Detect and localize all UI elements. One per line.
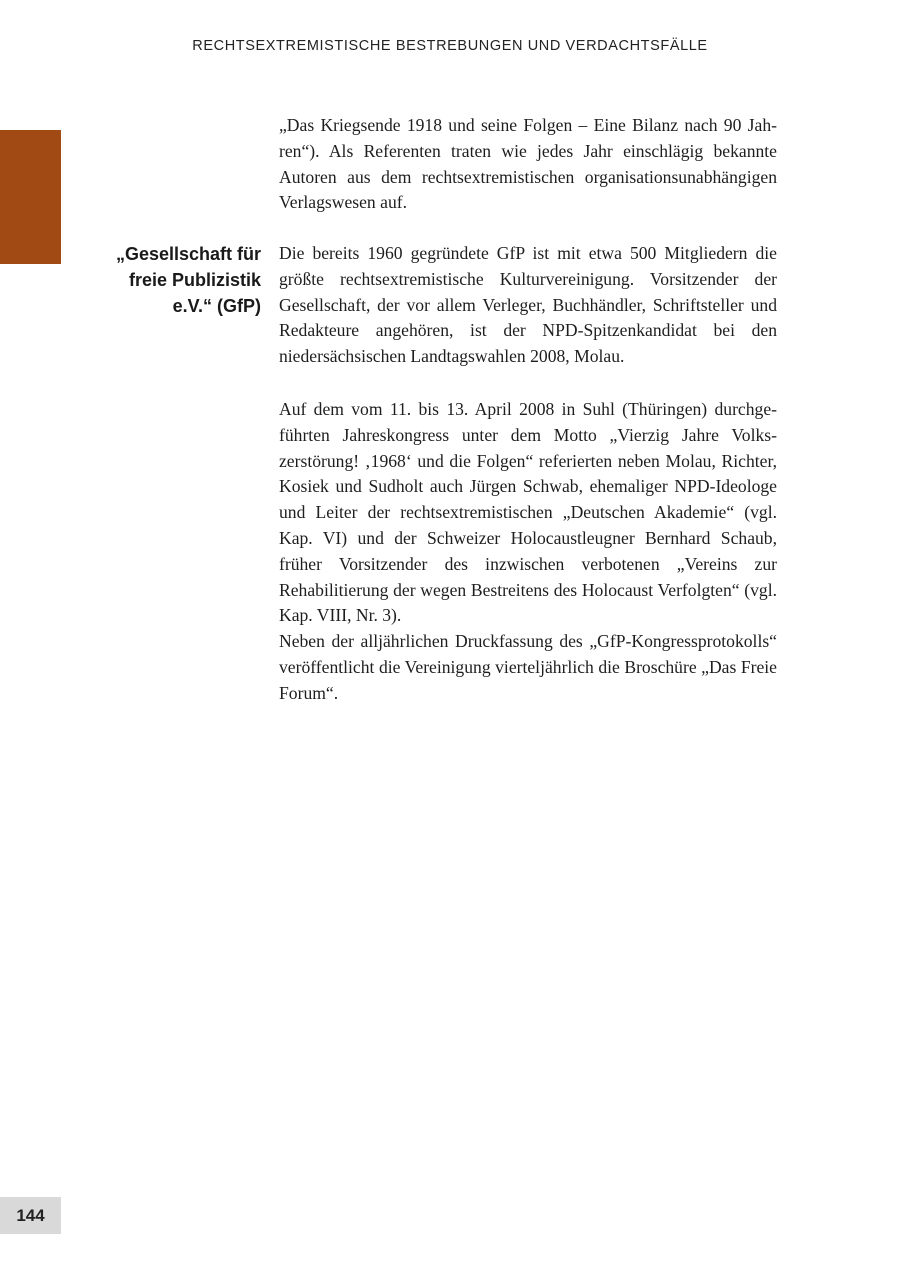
paragraph-congress: [279, 397, 777, 707]
running-header: RECHTSEXTREMISTISCHE BESTREBUNGEN UND VERDACHTSFÄLLE: [192, 38, 708, 54]
paragraph-intro: [279, 113, 777, 216]
chapter-color-tab: [0, 130, 61, 264]
section-heading-line: „Gesellschaft für: [115, 244, 261, 264]
paragraph-gfp-description-text: Die bereits 1960 gegründete GfP ist mit etwa 500 Mitgliedern die größte rechtsextremistische Kulturvereinigung. Vorsitzender der Gesellschaft, der vor allem Verleger, Buchhändler, Schriftsteller und Redakteure angehören, ist der NPD-Spitzenkandidat bei den niedersächsischen Landtagswahlen 2008, Molau.: [279, 243, 777, 367]
paragraph-congress-text: Auf dem vom 11. bis 13. April 2008 in Suhl (Thüringen) durchgeführten Jahreskongress unter dem Motto „Vierzig Jahre Volkszerstörung! ‚1968‘ und die Folgen“ referierten neben Molau, Richter, Kosiek und Sudholt auch Jürgen Schwab, ehemaliger NPD-Ideologe und Leiter der rechtsextremistischen „Deutschen Akademie“ (vgl. Kap. VI) und der Schweizer Holocaustleugner Bernhard Schaub, früher Vorsitzender des inzwischen verbotenen „Vereins zur Rehabilitierung der wegen Bestreitens des Holocaust Verfolgten“ (vgl. Kap. VIII, Nr. 3).: [279, 399, 777, 626]
paragraph-publications-text: Neben der alljährlichen Druckfassung des „GfP-Kongressprotokolls“ veröffentlicht die Vereinigung vierteljährlich die Broschüre „Das Freie Forum“.: [279, 631, 777, 703]
section-heading-line: freie Publizistik: [128, 270, 261, 290]
paragraph-gfp-description: [279, 241, 777, 370]
section-heading-gfp: [88, 241, 261, 319]
page-number-box: [0, 1197, 61, 1234]
paragraph-intro-text: „Das Kriegsende 1918 und seine Folgen – Eine Bilanz nach 90 Jahren“). Als Referenten traten wie jedes Jahr einschlägig bekannte Autoren aus dem rechtsextremistischen organisationsunabhängigen Verlagswesen auf.: [279, 115, 777, 213]
section-heading-line: e.V.“ (GfP): [172, 296, 261, 316]
page-number: 144: [16, 1205, 45, 1225]
